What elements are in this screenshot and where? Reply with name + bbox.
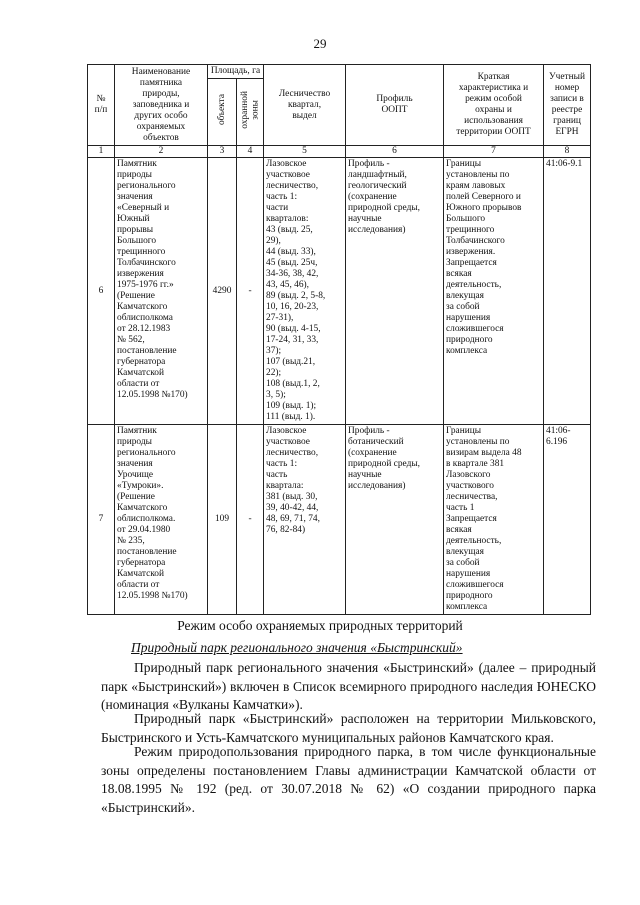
- header-regime: Краткая характеристика и режим особой охраны и использования территории ООПТ: [444, 65, 544, 146]
- row-num: 6: [88, 158, 115, 425]
- column-number: 1: [88, 146, 115, 158]
- header-name: Наименование памятника природы, заповедника и других особо охраняемых объектов: [115, 65, 208, 146]
- table-row: [88, 425, 591, 615]
- header-area-zone-cell: [237, 79, 264, 146]
- column-number: 2: [115, 146, 208, 158]
- row-name: Памятник природы регионального значения «Северный и Южный прорывы Большого трещинного Толбачинского извержения 1975-1976 гг.» (Решение Камчатского облисполкома от 28.12.1983 № 562, постановление губернатора Камчатской области от 12.05.1998 №170): [115, 158, 208, 425]
- column-number: 6: [346, 146, 444, 158]
- header-profile: Профиль ООПТ: [346, 65, 444, 146]
- page-number: 29: [313, 36, 327, 51]
- column-number: 7: [444, 146, 544, 158]
- header-record: Учетный номер записи в реестре границ ЕГРН: [544, 65, 591, 146]
- oopt-table: [87, 64, 591, 615]
- column-number: 5: [264, 146, 346, 158]
- row-area-zone: -: [237, 425, 264, 615]
- row-regime: Границы установлены по краям лавовых полей Северного и Южного прорывов Большого трещинного Толбачинского извержения. Запрещается всякая деятельность, влекущая за собой нарушения сложившегося природного комплекса: [444, 158, 544, 425]
- row-name: Памятник природы регионального значения Урочище «Тумроки». (Решение Камчатского облисполкома. от 29.04.1980 № 235, постановление губернатора Камчатской области от 12.05.1998 №170): [115, 425, 208, 615]
- header-num: № п/п: [88, 65, 115, 146]
- header-area: Площадь, га: [208, 65, 264, 79]
- header-area-object: объекта: [216, 94, 227, 126]
- paragraph: Природный парк регионального значения «Быстринский» (далее – природный парк «Быстринский») включен в Список всемирного природного наследия ЮНЕСКО (номинация «Вулканы Камчатки»).: [101, 660, 596, 712]
- row-record: 41:06-9.1: [544, 158, 591, 425]
- column-number: 8: [544, 146, 591, 158]
- row-num: 7: [88, 425, 115, 615]
- column-numbers-row: [88, 146, 591, 158]
- section-title: Режим особо охраняемых природных территорий: [177, 618, 463, 633]
- row-area-object: 4290: [208, 158, 237, 425]
- row-profile: Профиль - ландшафтный, геологический (сохранение природной среды, научные исследования): [346, 158, 444, 425]
- row-forestry: Лазовское участковое лесничество, часть 1: части кварталов: 43 (выд. 25, 29), 44 (выд. 33), 45 (выд. 25ч, 34-36, 38, 42, 43, 45, 46), 89 (выд. 2, 5-8, 10, 16, 20-23, 27-31), 90 (выд. 4-15, 17-24, 31, 33, 37); 107 (выд.21, 22); 108 (выд.1, 2, 3, 5); 109 (выд. 1); 111 (выд. 1).: [264, 158, 346, 425]
- row-regime: Границы установлены по визирам выдела 48 в квартале 381 Лазовского участкового лесничества, часть 1 Запрещается всякая деятельность, влекущая за собой нарушения сложившегося природного комплекса: [444, 425, 544, 615]
- header-area-object-cell: [208, 79, 237, 146]
- paragraph: Режим природопользования природного парка, в том числе функциональные зоны определены постановлением Главы администрации Камчатской области от 18.08.1995 № 192 (ред. от 30.07.2018 № 62) «О создании природного парка «Быстринский».: [101, 744, 596, 815]
- paragraph: Природный парк «Быстринский» расположен на территории Мильковского, Быстринского и Усть-Камчатского муниципальных районов Камчатского края.: [101, 711, 596, 745]
- column-number: 3: [208, 146, 237, 158]
- header-area-zone: охранной зоны: [239, 91, 260, 129]
- row-area-zone: -: [237, 158, 264, 425]
- subsection-title: Природный парк регионального значения «Быстринский»: [131, 640, 463, 655]
- row-profile: Профиль - ботанический (сохранение природной среды, научные исследования): [346, 425, 444, 615]
- row-area-object: 109: [208, 425, 237, 615]
- row-record: 41:06- 6.196: [544, 425, 591, 615]
- column-number: 4: [237, 146, 264, 158]
- header-forestry: Лесничество квартал, выдел: [264, 65, 346, 146]
- table-row: [88, 158, 591, 425]
- row-forestry: Лазовское участковое лесничество, часть 1: часть квартала: 381 (выд. 30, 39, 40-42, 44, 48, 69, 71, 74, 76, 82-84): [264, 425, 346, 615]
